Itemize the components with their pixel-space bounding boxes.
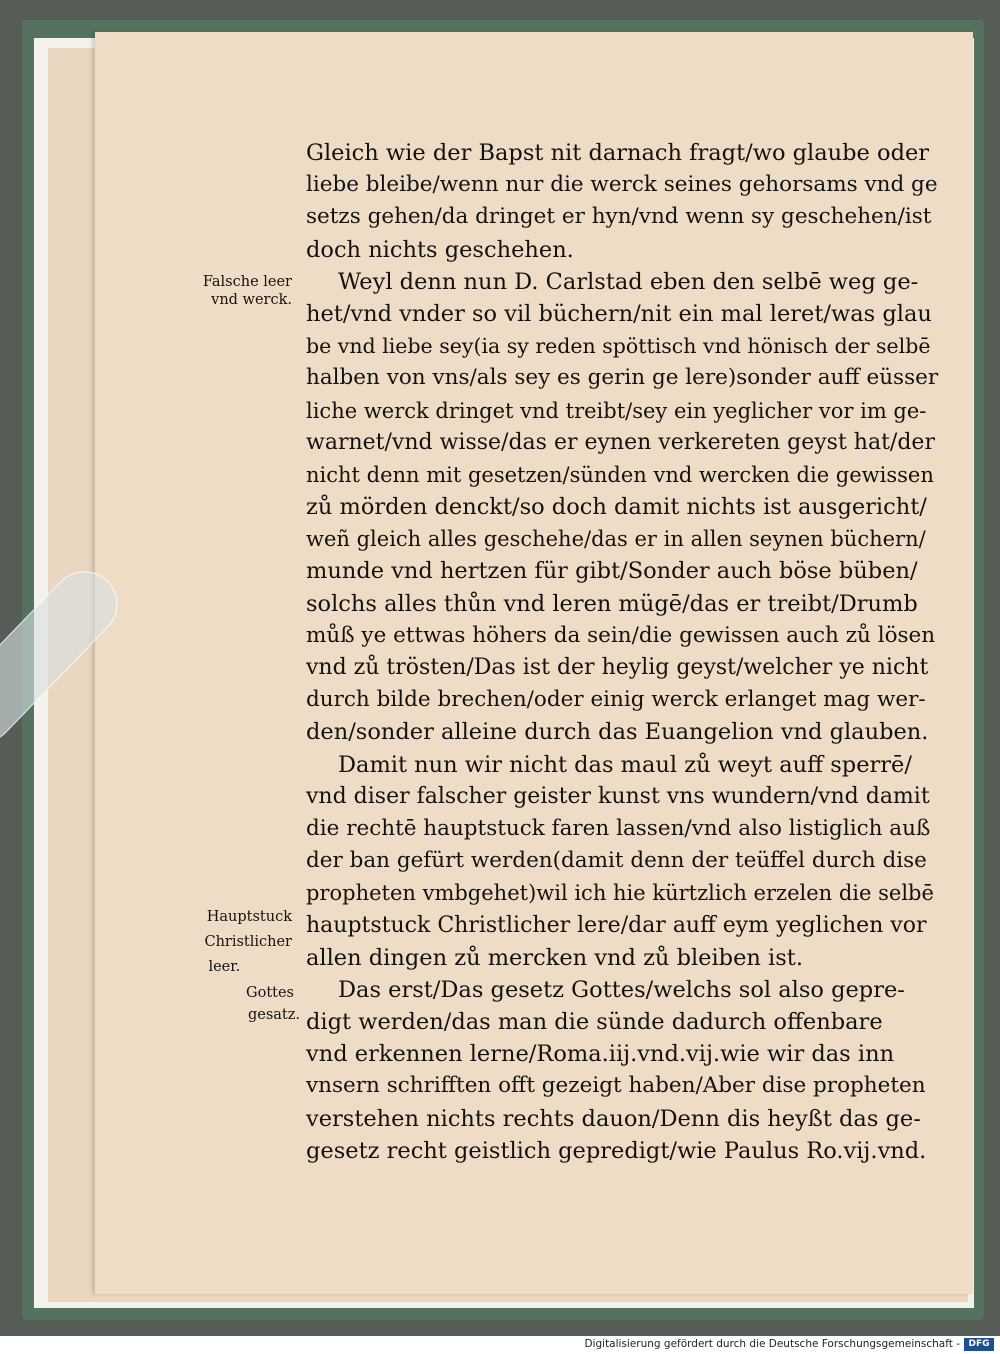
text-line: weñ gleich alles geschehe/das er in allen seynen büchern/ <box>306 527 926 552</box>
text-line: het/vnd vnder so vil büchern/nit ein mal leret/was glau <box>306 300 932 327</box>
margin-note-line: vnd werck. <box>211 292 292 308</box>
margin-note-line: leer. <box>208 959 241 975</box>
text-line: Damit nun wir nicht das maul zů weyt auff sperrē/ <box>338 751 912 778</box>
margin-note-line: Gottes <box>246 985 294 1001</box>
text-line: setzs gehen/da dringet er hyn/vnd wenn sy geschehen/ist <box>306 204 932 230</box>
text-line: Weyl denn nun D. Carlstad eben den selbē weg ge- <box>338 268 919 295</box>
text-line: liebe bleibe/wenn nur die werck seines gehorsams vnd ge <box>306 172 938 198</box>
text-line: liche werck dringet vnd treibt/sey ein yeglicher vor im ge- <box>306 398 927 423</box>
footer-bar <box>0 1336 1000 1354</box>
text-line: warnet/vnd wisse/das er eynen verkereten geyst hat/der <box>306 429 935 455</box>
margin-note-line: Christlicher <box>204 934 292 950</box>
text-line: digt werden/das man die sünde dadurch offenbare <box>306 1009 883 1036</box>
text-line: vnsern schrifften offt gezeigt haben/Aber dise propheten <box>306 1073 926 1099</box>
text-line: zů mörden denckt/so doch damit nichts ist ausgericht/ <box>306 494 927 521</box>
text-line: be vnd liebe sey(ia sy reden spöttisch vnd hönisch der selbē <box>306 334 931 359</box>
text-line: solchs alles thůn vnd leren mügē/das er treibt/Drumb <box>306 590 918 617</box>
text-line: vnd diser falscher geister kunst vns wundern/vnd damit <box>306 783 930 809</box>
footer-credit: Digitalisierung gefördert durch die Deutsche Forschungsgemeinschaft - <box>584 1338 960 1350</box>
dfg-logo: DFG <box>964 1338 994 1351</box>
text-line: můß ye ettwas höhers da sein/die gewissen auch zů lösen <box>306 622 936 648</box>
margin-note-hauptstuck <box>204 905 292 980</box>
text-line: vnd zů trösten/Das ist der heylig geyst/welcher ye nicht <box>306 655 929 680</box>
margin-note-line: Falsche leer <box>202 274 292 290</box>
margin-note-gottes-gesatz <box>246 982 300 1026</box>
text-line: hauptstuck Christlicher lere/dar auff eym yeglichen vor <box>306 912 927 938</box>
main-text <box>306 137 939 1167</box>
text-line: den/sonder alleine durch das Euangelion vnd glauben. <box>306 719 929 746</box>
text-line: vnd erkennen lerne/Roma.iij.vnd.vij.wie wir das inn <box>306 1041 895 1068</box>
margin-note-line: gesatz. <box>247 1007 300 1023</box>
margin-note-line: Hauptstuck <box>206 909 292 925</box>
text-line: munde vnd hertzen für gibt/Sonder auch böse büben/ <box>306 558 918 585</box>
text-line: halben von vns/als sey es gerin ge lere)sonder auff eüsser <box>306 365 939 391</box>
text-line: die rechtē hauptstuck faren lassen/vnd also listiglich auß <box>306 815 931 841</box>
text-line: der ban gefürt werden(damit denn der teüffel durch dise <box>306 848 927 874</box>
text-line: verstehen nichts rechts dauon/Denn dis heyßt das ge- <box>306 1105 921 1132</box>
text-line: gesetz recht geistlich gepredigt/wie Paulus Ro.vij.vnd. <box>306 1137 927 1164</box>
text-line: durch bilde brechen/oder einig werck erlanget mag wer- <box>306 687 926 713</box>
text-line: allen dingen zů mercken vnd zů bleiben ist. <box>306 944 803 971</box>
text-line: nicht denn mit gesetzen/sünden vnd wercken die gewissen <box>306 462 934 487</box>
text-line: doch nichts geschehen. <box>306 236 574 263</box>
margin-note-falsche-leer <box>203 273 292 309</box>
text-line: propheten vmbgehet)wil ich hie kürtzlich erzelen die selbē <box>306 881 934 906</box>
text-line: Das erst/Das gesetz Gottes/welchs sol also gepre- <box>338 976 905 1003</box>
text-line: Gleich wie der Bapst nit darnach fragt/wo glaube oder <box>306 140 930 166</box>
